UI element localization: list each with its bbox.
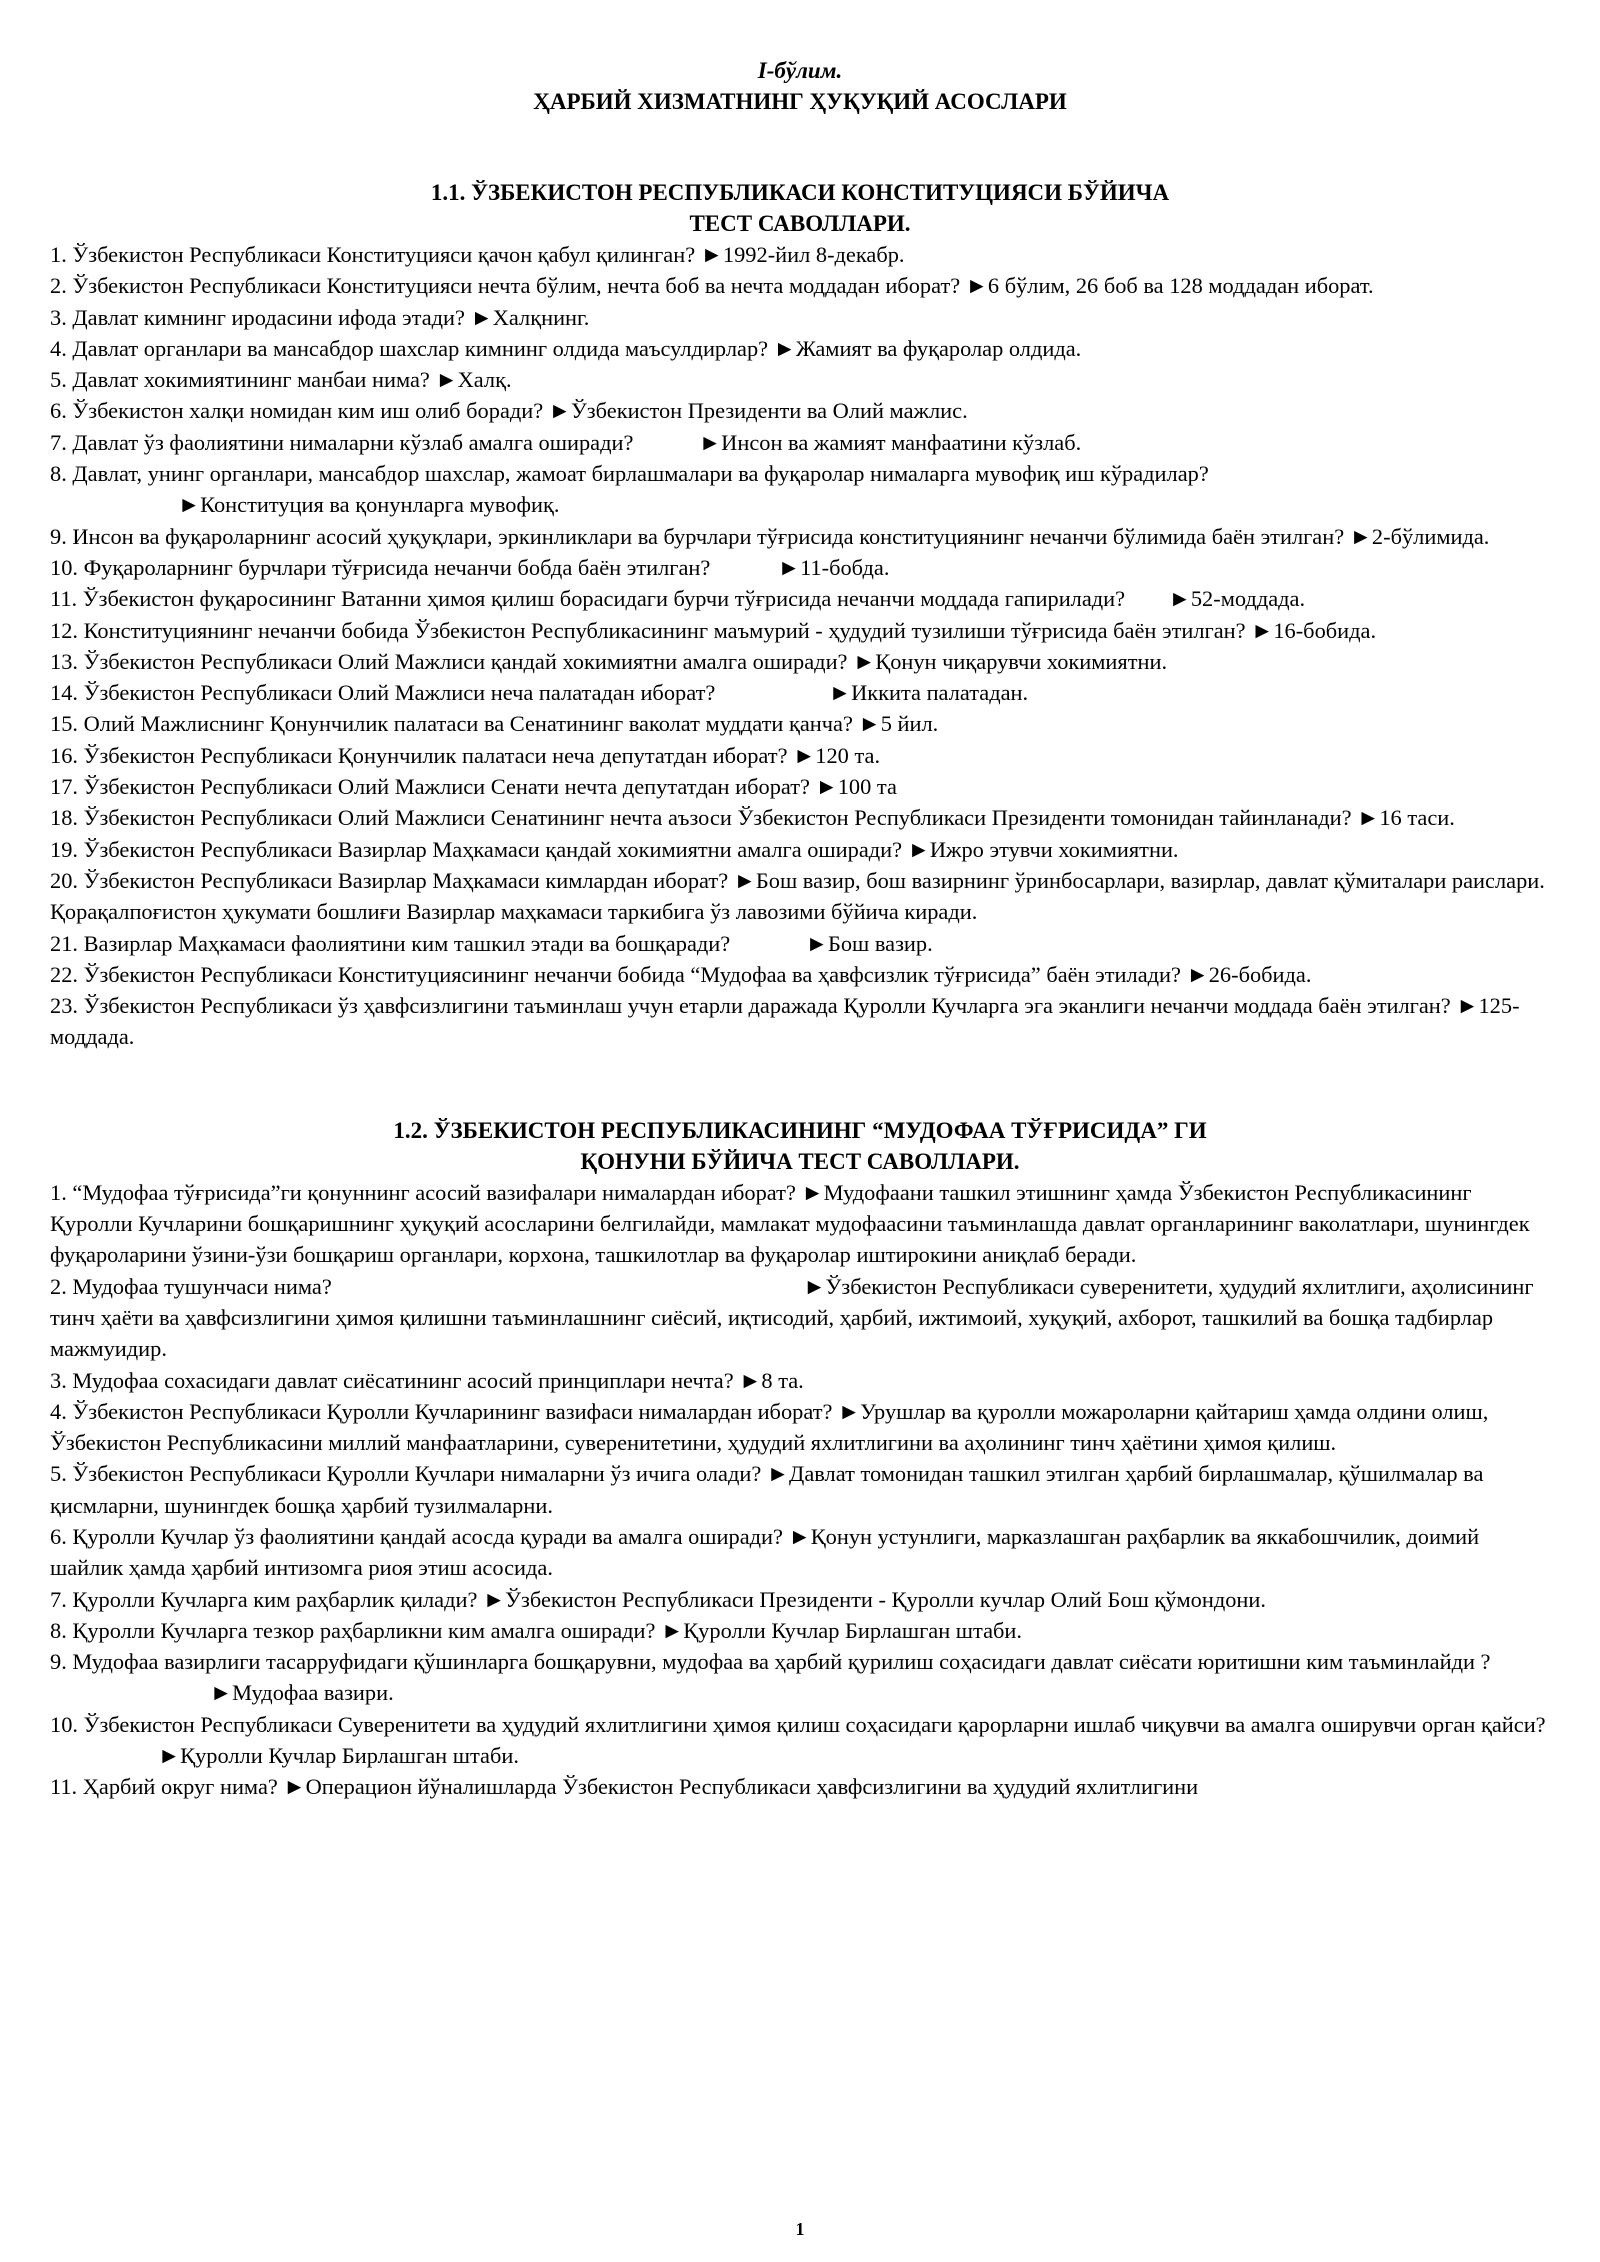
question-item xyxy=(50,834,1550,865)
question-list xyxy=(50,239,1550,1053)
answer-text: ►Халқнинг. xyxy=(470,304,590,330)
question-text: 9. Инсон ва фуқароларнинг асосий ҳуқуқлари, эркинликлари ва бурчлари тўғрисида конституциянинг нечанчи бўлимида баён этилган? xyxy=(50,523,1350,549)
question-item xyxy=(50,1709,1550,1772)
question-text: 1. Ўзбекистон Республикаси Конституцияси қачон қабул қилинган? xyxy=(50,242,701,267)
question-item xyxy=(50,1271,1550,1365)
answer-text: ►Бош вазир, бош вазирнинг ўринбосарлари, вазирлар, давлат қўмиталари раислари. Қорақалпоғистон ҳукумати бошлиғи Вазирлар маҳкамаси таркибига ўз лавозими бўйича киради. xyxy=(50,867,1545,925)
answer-text: ►Ўзбекистон Президенти ва Олий мажлис. xyxy=(548,398,968,424)
question-item xyxy=(50,1365,1550,1396)
answer-text: ►11-бобда. xyxy=(777,554,890,580)
answer-text: ►Операцион йўналишларда Ўзбекистон Республикаси ҳавфсизлигини ва ҳудудий яхлитлигини xyxy=(283,1774,1199,1800)
question-item xyxy=(50,302,1550,333)
question-item xyxy=(50,1521,1550,1584)
question-item xyxy=(50,1458,1550,1521)
question-text: 6. Ўзбекистон халқи номидан ким иш олиб боради? xyxy=(50,398,549,424)
question-item xyxy=(50,615,1550,646)
answer-text: ►Иккита палатадан. xyxy=(828,680,1029,706)
question-text: 15. Олий Мажлиснинг Қонунчилик палатаси ва Сенатининг ваколат муддати қанча? xyxy=(50,711,859,737)
question-item xyxy=(50,802,1550,833)
section-title-line: ТЕСТ САВОЛЛАРИ. xyxy=(689,211,911,236)
question-text: 11. Ҳарбий округ нима? xyxy=(50,1774,284,1800)
answer-text: ►Халқ. xyxy=(435,367,512,393)
question-text: 5. Давлат хокимиятининг манбаи нима? xyxy=(50,367,436,393)
answer-text: ►Мудофаани ташкил этишнинг ҳамда Ўзбекистон Республикасининг Қуролли Кучларини бошқаришнинг ҳуқуқий асосларини белгилайди, мамлакат мудофаасини таъминлашда давлат органларининг ваколатлари, шунингдек фуқароларини ўзини-ўзи бошқариш органлари, корхона, ташкилотлар ва фуқаролар иштирокини аниқлаб беради. xyxy=(50,1179,1530,1268)
document-body xyxy=(50,55,1550,1803)
answer-text: ►Инсон ва жамият манфаатини кўзлаб. xyxy=(699,429,1082,455)
question-text: 17. Ўзбекистон Республикаси Олий Мажлиси Сенати нечта депутатдан иборат? xyxy=(50,774,816,800)
answer-text: ►Урушлар ва қуролли можароларни қайтариш ҳамда олдини олиш, Ўзбекистон Республикасини миллий манфаатларини, суверенитетини, ҳудудий яхлитлигини ва аҳолининг тинч ҳаётини ҳимоя қилиш. xyxy=(50,1398,1489,1456)
question-text: 12. Конституциянинг нечанчи бобида Ўзбекистон Республикасининг маъмурий - ҳудудий тузилиши тўғрисида баён этилган? xyxy=(50,617,1252,643)
question-text: 3. Давлат кимнинг иродасини ифода этади? xyxy=(50,304,471,330)
question-list xyxy=(50,1177,1550,1803)
answer-text: ►5 йил. xyxy=(858,711,939,737)
question-text: 8. Давлат, унинг органлари, мансабдор шахслар, жамоат бирлашмалари ва фуқаролар нималарга мувофиқ иш кўрадилар? xyxy=(50,461,1209,487)
question-text: 3. Мудофаа сохасидаги давлат сиёсатининг асосий принциплари нечта? xyxy=(50,1367,740,1393)
part-label: I-бўлим. xyxy=(757,58,843,83)
answer-text: ►125-моддада. xyxy=(50,993,1520,1050)
section-title xyxy=(50,1115,1550,1177)
question-text: 23. Ўзбекистон Республикаси ўз ҳавфсизлигини таъминлаш учун етарли даражада Қуролли Кучларга эга эканлиги нечанчи моддада баён этилган? xyxy=(50,993,1457,1019)
question-item xyxy=(50,583,1550,614)
question-text: 14. Ўзбекистон Республикаси Олий Мажлиси неча палатадан иборат? xyxy=(50,680,721,706)
question-item xyxy=(50,677,1550,708)
question-item xyxy=(50,1396,1550,1459)
question-item xyxy=(50,708,1550,739)
answer-text: ►Жамият ва фуқаролар олдида. xyxy=(773,335,1082,361)
answer-text: ►Давлат томонидан ташкил этилган ҳарбий бирлашмалар, қўшилмалар ва қисмларни, шунингдек бошқа ҳарбий тузилмаларни. xyxy=(50,1461,1484,1518)
question-text: 4. Давлат органлари ва мансабдор шахслар кимнинг олдида маъсулдирлар? xyxy=(50,335,774,361)
answer-text: ►Ўзбекистон Республикаси суверенитети, ҳудудий яхлитлиги, аҳолисининг тинч ҳаёти ва ҳавфсизлигини ҳимоя қилишни таъминлашнинг сиёсий, иқтисодий, ҳарбий, ижтимоий, хуқуқий, ахборот, ташкилий ва бошқа тадбирлар мажмуидир. xyxy=(50,1273,1534,1362)
question-text: 9. Мудофаа вазирлиги тасарруфидаги қўшинларга бошқарувни, мудофаа ва ҳарбий қурилиш соҳасидаги давлат сиёсати юритишни ким таъминлайди ? xyxy=(50,1649,1491,1675)
section-title-line: ҚОНУНИ БЎЙИЧА ТЕСТ САВОЛЛАРИ. xyxy=(580,1148,1020,1174)
answer-text: ►16 таси. xyxy=(1357,805,1455,831)
answer-text: ►Ижро этувчи хокимиятни. xyxy=(907,836,1179,862)
part-title: ҲАРБИЙ ХИЗМАТНИНГ ҲУҚУҚИЙ АСОСЛАРИ xyxy=(533,89,1067,114)
question-text: 5. Ўзбекистон Республикаси Қуролли Кучлари нималарни ўз ичига олади? xyxy=(50,1461,767,1487)
answer-text: ►Мудофаа вазири. xyxy=(210,1680,394,1706)
answer-text: ►8 та. xyxy=(739,1367,804,1393)
question-item xyxy=(50,959,1550,990)
question-text: 19. Ўзбекистон Республикаси Вазирлар Маҳкамаси қандай хокимиятни амалга оширади? xyxy=(50,836,908,862)
question-text: 10. Ўзбекистон Республикаси Суверенитети ва ҳудудий яхлитлигини ҳимоя қилиш соҳасидаги қарорларни ишлаб чиқувчи ва амалга оширувчи орган қайси? xyxy=(50,1711,1546,1737)
answer-text: ►52-моддада. xyxy=(1168,586,1306,612)
question-item xyxy=(50,552,1550,583)
section-title xyxy=(50,177,1550,239)
question-text: 13. Ўзбекистон Республикаси Олий Мажлиси қандай хокимиятни амалга оширади? xyxy=(50,648,854,674)
question-item xyxy=(50,928,1550,959)
question-text: 21. Вазирлар Маҳкамаси фаолиятини ким ташкил этади ва бошқаради? xyxy=(50,930,736,956)
answer-text: ►Конституция ва қонунларга мувофиқ. xyxy=(178,492,560,518)
answer-text: ►Ўзбекистон Республикаси Президенти - Қуролли кучлар Олий Бош қўмондони. xyxy=(482,1586,1266,1612)
question-text: 20. Ўзбекистон Республикаси Вазирлар Маҳкамаси кимлардан иборат? xyxy=(50,867,734,893)
answer-text: ►Қуролли Кучлар Бирлашган штаби. xyxy=(158,1743,519,1769)
answer-text: ►100 та xyxy=(815,774,897,800)
question-item xyxy=(50,1771,1550,1802)
answer-text: ►Қуролли Кучлар Бирлашган штаби. xyxy=(661,1617,1023,1643)
answer-text: ►6 бўлим, 26 боб ва 128 моддадан иборат. xyxy=(965,273,1374,299)
answer-text: ►16-бобида. xyxy=(1251,617,1377,643)
question-text: 7. Давлат ўз фаолиятини нималарни кўзлаб амалга оширади? xyxy=(50,429,640,455)
question-item xyxy=(50,521,1550,552)
question-text: 8. Қуролли Кучларга тезкор раҳбарликни ким амалга оширади? xyxy=(50,1617,662,1643)
question-text: 18. Ўзбекистон Республикаси Олий Мажлиси Сенатининг нечта аъзоси Ўзбекистон Республикаси Президенти томонидан тайинланади? xyxy=(50,805,1358,831)
question-item xyxy=(50,865,1550,928)
question-text: 1. “Мудофаа тўғрисида”ги қонуннинг асосий вазифалари нималардан иборат? xyxy=(50,1179,802,1205)
question-item xyxy=(50,458,1550,521)
question-text: 2. Ўзбекистон Республикаси Конституцияси нечта бўлим, нечта боб ва нечта моддадан иборат? xyxy=(50,273,966,299)
question-item xyxy=(50,740,1550,771)
question-item xyxy=(50,1584,1550,1615)
question-item xyxy=(50,646,1550,677)
section-title-line: 1.2. ЎЗБЕКИСТОН РЕСПУБЛИКАСИНИНГ “МУДОФАА ТЎҒРИСИДА” ГИ xyxy=(393,1117,1207,1143)
section-title-line: 1.1. ЎЗБЕКИСТОН РЕСПУБЛИКАСИ КОНСТИТУЦИЯСИ БЎЙИЧА xyxy=(430,180,1170,205)
answer-text: ►120 та. xyxy=(793,742,881,768)
page-number: 1 xyxy=(795,2219,805,2239)
answer-text: ►1992-йил 8-декабр. xyxy=(700,242,905,267)
question-text: 10. Фуқароларнинг бурчлари тўғрисида нечанчи бобда баён этилган? xyxy=(50,554,716,580)
question-item xyxy=(50,395,1550,426)
question-item xyxy=(50,364,1550,395)
question-item xyxy=(50,771,1550,802)
question-text: 6. Қуролли Кучлар ўз фаолиятини қандай асосда қуради ва амалга оширади? xyxy=(50,1523,789,1549)
question-item xyxy=(50,1177,1550,1271)
question-item xyxy=(50,1646,1550,1709)
question-text: 22. Ўзбекистон Республикаси Конституциясининг нечанчи бобида “Мудофаа ва ҳавфсизлик тўғрисида” баён этилади? xyxy=(50,961,1187,987)
question-item xyxy=(50,333,1550,364)
question-text: 4. Ўзбекистон Республикаси Қуролли Кучларининг вазифаси нималардан иборат? xyxy=(50,1398,839,1424)
answer-text: ►2-бўлимида. xyxy=(1349,523,1490,549)
question-text: 7. Қуролли Кучларга ким раҳбарлик қилади? xyxy=(50,1586,483,1612)
answer-text: ►Қонун устунлиги, марказлашган раҳбарлик ва яккабошчилик, доимий шайлик ҳамда ҳарбий интизомга риоя этиш асосида. xyxy=(50,1523,1480,1581)
question-item xyxy=(50,427,1550,458)
answer-text: ►26-бобида. xyxy=(1186,961,1312,987)
answer-text: ►Бош вазир. xyxy=(805,930,933,956)
question-item xyxy=(50,1615,1550,1646)
question-text: 11. Ўзбекистон фуқаросининг Ватанни ҳимоя қилиш борасидаги бурчи тўғрисида нечанчи моддада гапирилади? xyxy=(50,586,1131,612)
question-text: 2. Мудофаа тушунчаси нима? xyxy=(50,1273,338,1299)
question-text: 16. Ўзбекистон Республикаси Қонунчилик палатаси неча депутатдан иборат? xyxy=(50,742,794,768)
answer-text: ►Қонун чиқарувчи хокимиятни. xyxy=(853,648,1168,674)
question-item xyxy=(50,990,1550,1053)
question-item xyxy=(50,270,1550,301)
question-item xyxy=(50,239,1550,270)
